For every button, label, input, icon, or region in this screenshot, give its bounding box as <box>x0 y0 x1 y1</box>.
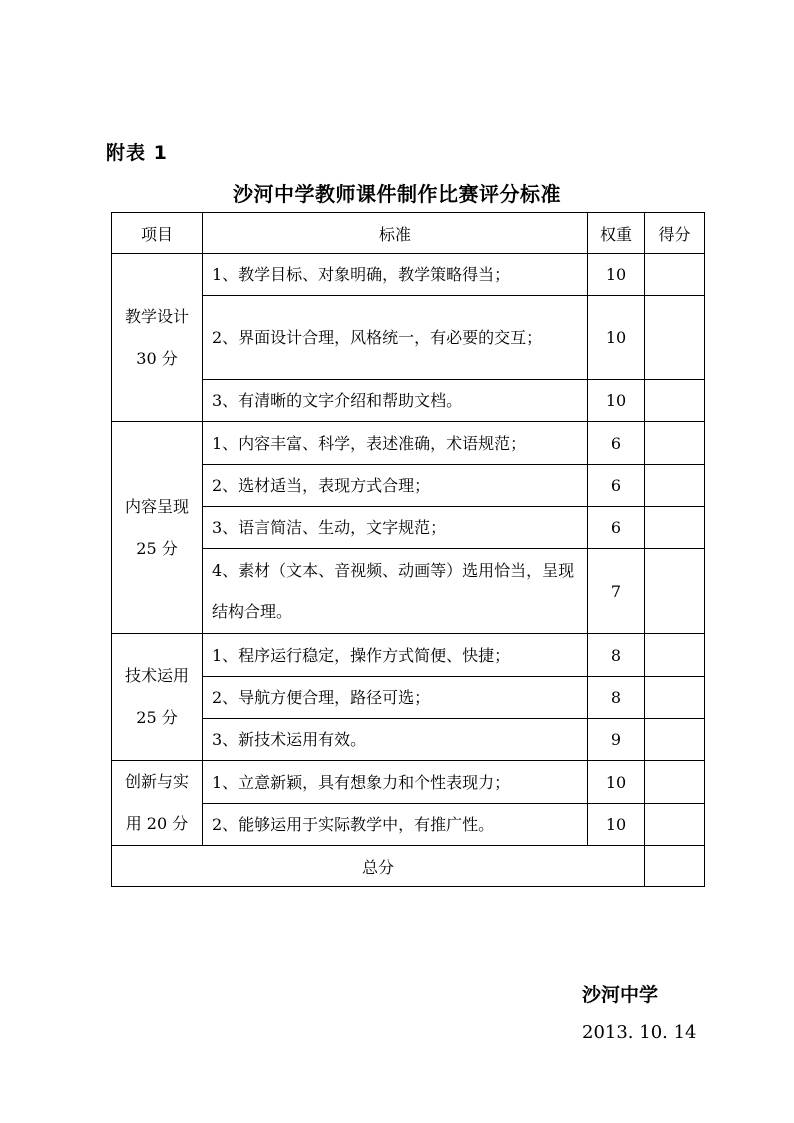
criterion-weight: 6 <box>588 422 645 465</box>
score-cell <box>645 677 705 719</box>
criterion-weight: 10 <box>588 804 645 846</box>
category-points: 25 分 <box>136 708 178 727</box>
category-cell <box>112 422 203 634</box>
score-cell <box>645 634 705 677</box>
criterion-weight: 6 <box>588 507 645 549</box>
table-row <box>112 422 705 465</box>
criterion-text: 2、导航方便合理，路径可选； <box>203 677 588 719</box>
header-item: 项目 <box>112 213 203 254</box>
header-standard: 标准 <box>203 213 588 254</box>
criterion-weight: 10 <box>588 761 645 804</box>
header-row <box>112 213 705 254</box>
score-cell <box>645 254 705 296</box>
total-score-cell <box>645 846 705 887</box>
criterion-text: 2、选材适当，表现方式合理； <box>203 465 588 507</box>
score-cell <box>645 549 705 634</box>
total-label: 总分 <box>112 846 645 887</box>
table-row <box>112 634 705 677</box>
annex-label: 附表 1 <box>106 142 168 164</box>
category-cell <box>112 634 203 761</box>
criterion-weight: 10 <box>588 296 645 380</box>
criterion-weight: 8 <box>588 677 645 719</box>
category-name: 创新与实 <box>124 772 189 791</box>
category-name: 技术运用 <box>124 666 189 685</box>
criterion-text: 1、内容丰富、科学，表述准确，术语规范； <box>203 422 588 465</box>
criterion-text: 1、立意新颖，具有想象力和个性表现力； <box>203 761 588 804</box>
criterion-text: 2、界面设计合理，风格统一，有必要的交互； <box>203 296 588 380</box>
category-cell <box>112 761 203 846</box>
category-cell <box>112 254 203 422</box>
category-points: 25 分 <box>136 538 178 558</box>
criterion-weight: 7 <box>588 549 645 634</box>
criterion-weight: 8 <box>588 634 645 677</box>
category-points: 30 分 <box>136 348 178 368</box>
score-cell <box>645 422 705 465</box>
criterion-text: 2、能够运用于实际教学中，有推广性。 <box>203 804 588 846</box>
score-cell <box>645 719 705 761</box>
criterion-text: 4、素材（文本、音视频、动画等）选用恰当，呈现结构合理。 <box>203 549 588 634</box>
total-row <box>112 846 705 887</box>
score-cell <box>645 465 705 507</box>
category-name: 教学设计 <box>124 306 189 326</box>
criterion-weight: 9 <box>588 719 645 761</box>
score-cell <box>645 804 705 846</box>
category-name: 内容呈现 <box>124 496 189 516</box>
table-row <box>112 761 705 804</box>
criterion-text: 1、教学目标、对象明确，教学策略得当； <box>203 254 588 296</box>
criterion-weight: 6 <box>588 465 645 507</box>
table-row <box>112 254 705 296</box>
score-cell <box>645 296 705 380</box>
header-score: 得分 <box>645 213 705 254</box>
score-cell <box>645 761 705 804</box>
score-cell <box>645 507 705 549</box>
criterion-weight: 10 <box>588 380 645 422</box>
header-weight: 权重 <box>588 213 645 254</box>
criterion-text: 3、新技术运用有效。 <box>203 719 588 761</box>
category-points: 用 20 分 <box>125 814 189 833</box>
document-date: 2013. 10. 14 <box>582 1022 697 1043</box>
criterion-weight: 10 <box>588 254 645 296</box>
scoring-table <box>111 212 705 887</box>
school-signature: 沙河中学 <box>582 984 659 1006</box>
criterion-text: 1、程序运行稳定，操作方式简便、快捷； <box>203 634 588 677</box>
criterion-text: 3、语言简洁、生动，文字规范； <box>203 507 588 549</box>
score-cell <box>645 380 705 422</box>
document-title: 沙河中学教师课件制作比赛评分标准 <box>233 182 561 206</box>
criterion-text: 3、有清晰的文字介绍和帮助文档。 <box>203 380 588 422</box>
